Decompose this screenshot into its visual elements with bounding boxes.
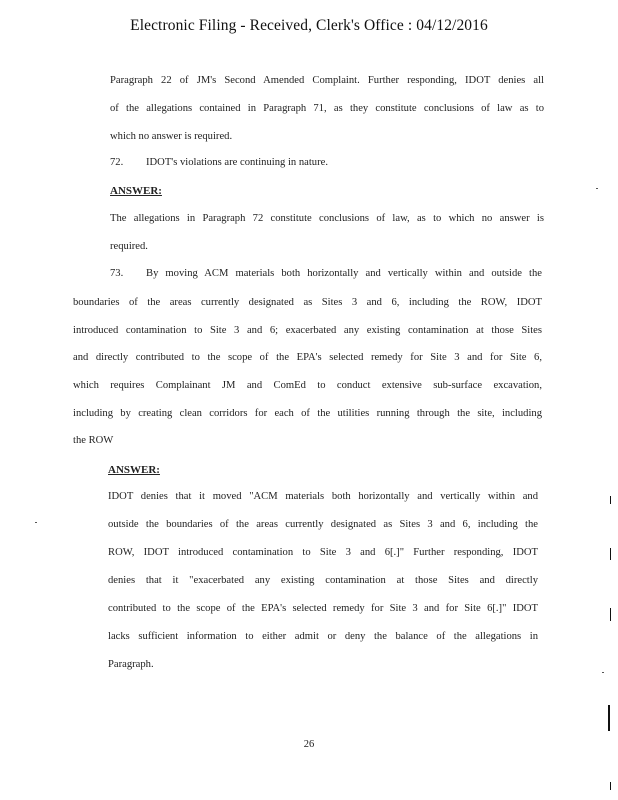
scan-mark [608, 705, 610, 731]
paragraph-number: 72. [110, 157, 124, 168]
scan-mark [610, 548, 611, 560]
body-line: which no answer is required. [110, 131, 233, 142]
answer-heading: ANSWER: [108, 464, 160, 476]
paragraph-text: IDOT's violations are continuing in nature. [146, 157, 328, 168]
paragraph-number: 73. [110, 268, 124, 279]
body-line: required. [110, 241, 148, 252]
page-number: 26 [303, 739, 315, 750]
filing-header: Electronic Filing - Received, Clerk's Office : 04/12/2016 [130, 17, 488, 34]
body-line: including by creating clean corridors for each of the utilities running through the site, including [73, 408, 542, 419]
body-line: contributed to the scope of the EPA's selected remedy for Site 3 and for Site 6[.]" IDOT [108, 603, 538, 614]
body-line: boundaries of the areas currently designated as Sites 3 and 6, including the ROW, IDOT [73, 297, 542, 308]
scan-mark [610, 608, 611, 621]
body-line: lacks sufficient information to either admit or deny the balance of the allegations in [108, 631, 538, 642]
paragraph-text: By moving ACM materials both horizontally and vertically within and outside the [146, 268, 542, 279]
body-line: denies that it "exacerbated any existing contamination at those Sites and directly [108, 575, 538, 586]
body-line: the ROW [73, 435, 114, 446]
body-line: The allegations in Paragraph 72 constitute conclusions of law, as to which no answer is [110, 213, 544, 224]
body-line: and directly contributed to the scope of the EPA's selected remedy for Site 3 and for Site 6, [73, 352, 542, 363]
body-line: which requires Complainant JM and ComEd to conduct extensive sub-surface excavation, [73, 380, 542, 391]
body-line: Paragraph 22 of JM's Second Amended Complaint. Further responding, IDOT denies all [110, 75, 544, 86]
body-line: ROW, IDOT introduced contamination to Site 3 and 6[.]" Further responding, IDOT [108, 547, 538, 558]
scan-mark [610, 782, 611, 790]
body-line: introduced contamination to Site 3 and 6; exacerbated any existing contamination at those Sites [73, 325, 542, 336]
answer-heading: ANSWER: [110, 185, 162, 197]
scan-speck [602, 672, 604, 673]
body-line: Paragraph. [108, 659, 154, 670]
scan-speck [35, 522, 37, 523]
body-line: outside the boundaries of the areas currently designated as Sites 3 and 6, including the [108, 519, 538, 530]
body-line: IDOT denies that it moved "ACM materials both horizontally and vertically within and [108, 491, 538, 502]
scan-mark [610, 496, 611, 504]
body-line: of the allegations contained in Paragraph 71, as they constitute conclusions of law as to [110, 103, 544, 114]
scan-speck [596, 188, 598, 189]
